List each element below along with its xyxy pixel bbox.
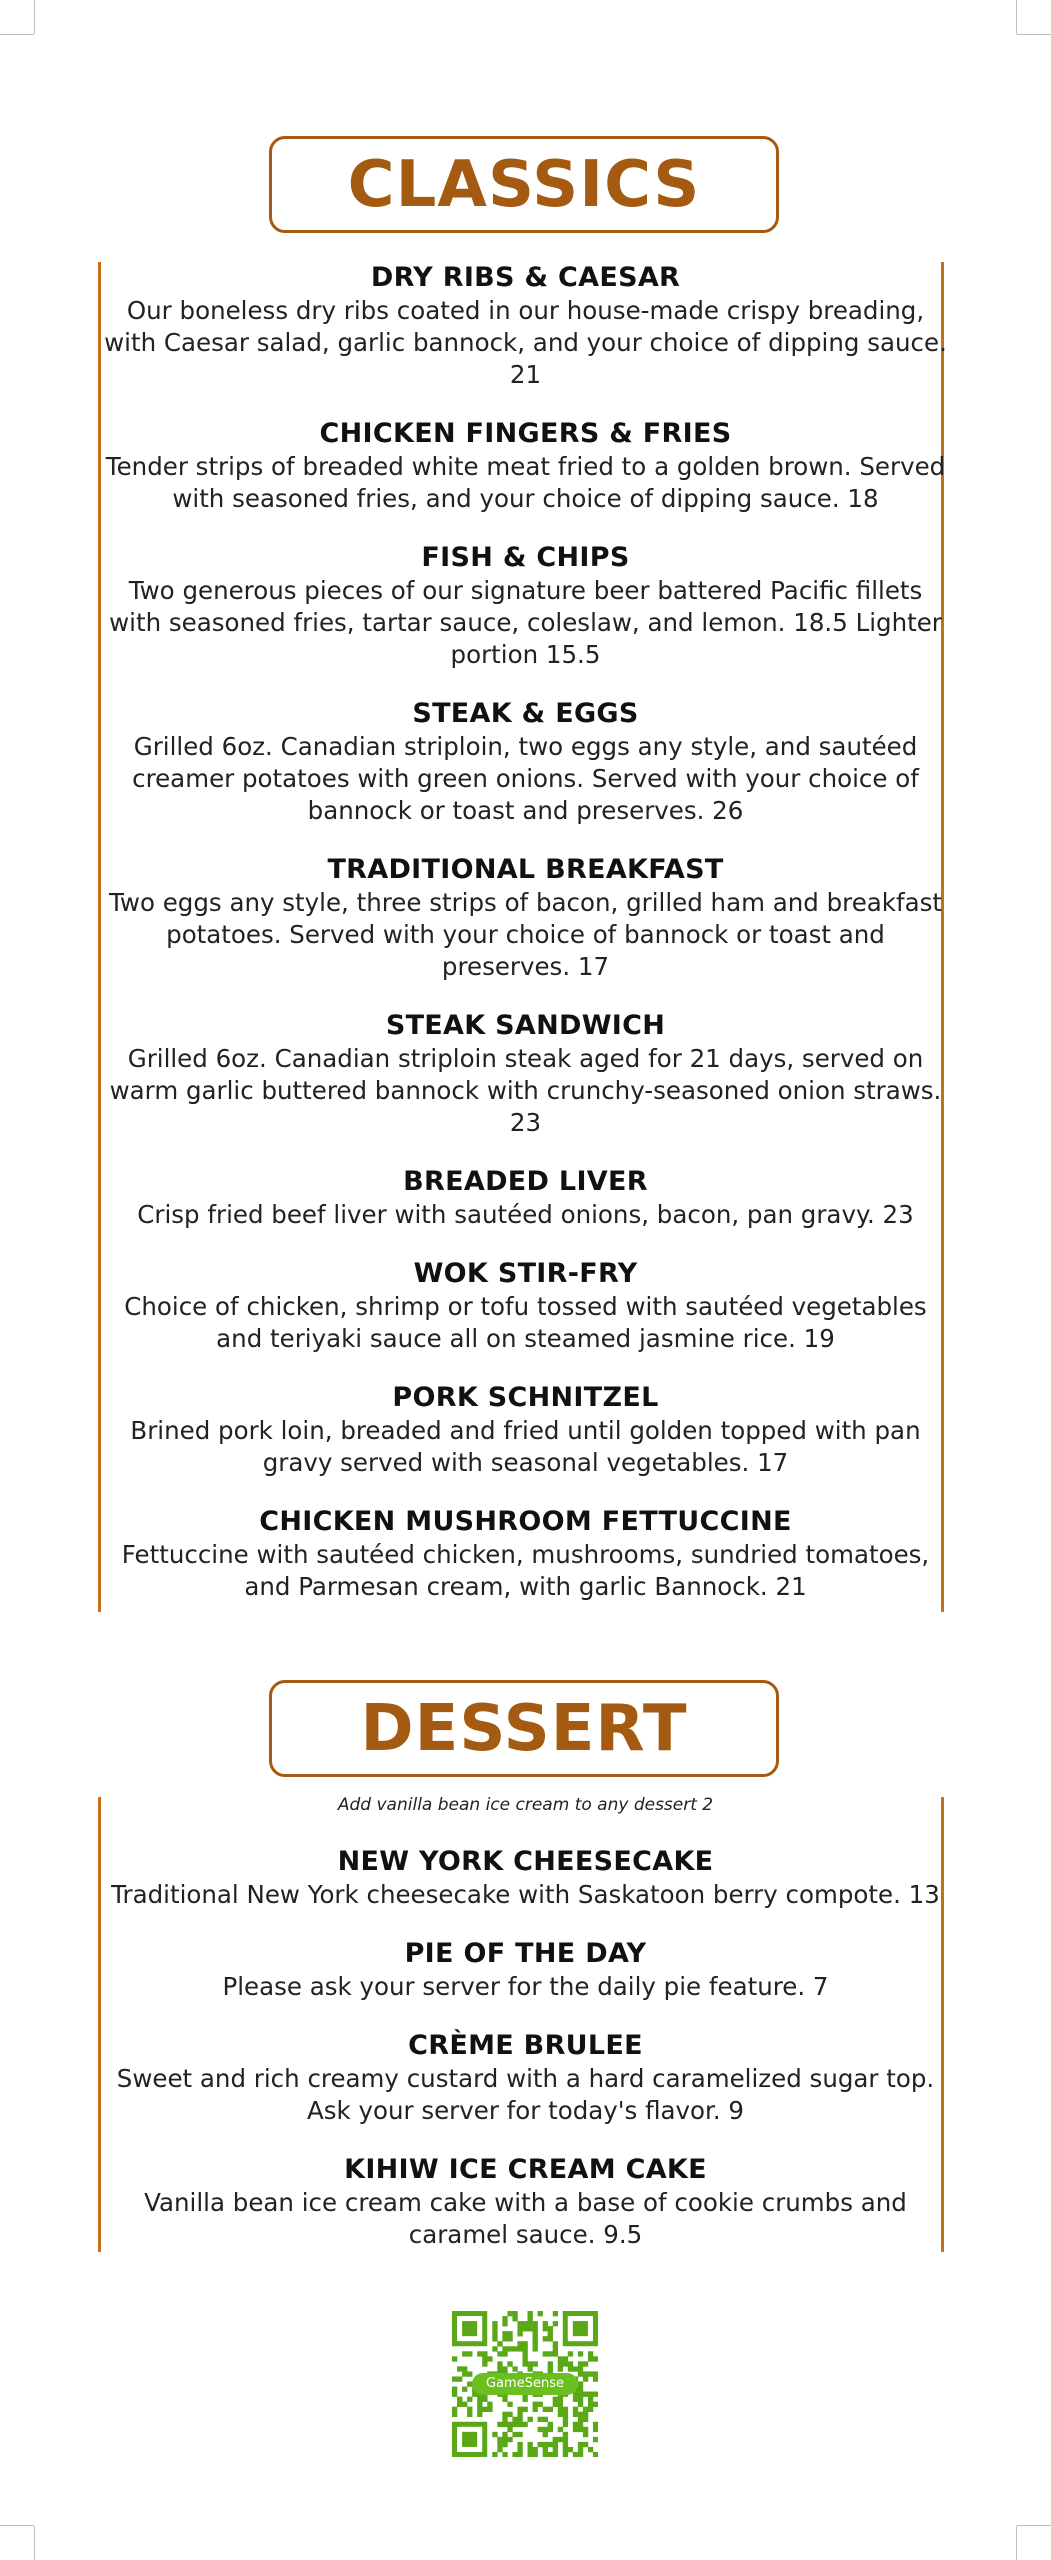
menu-item xyxy=(100,1166,951,1231)
crop-mark xyxy=(1017,2525,1051,2526)
menu-item xyxy=(100,854,951,983)
crop-mark xyxy=(34,2526,35,2560)
menu-item xyxy=(100,542,951,671)
menu-item-name: PORK SCHNITZEL xyxy=(392,1382,659,1413)
qr-badge: GameSense xyxy=(472,2373,578,2395)
menu-item xyxy=(100,262,951,391)
menu-item-name: BREADED LIVER xyxy=(403,1166,648,1197)
crop-mark xyxy=(1016,2526,1017,2560)
menu-item-description: Please ask your server for the daily pie feature. 7 xyxy=(222,1972,829,2001)
menu-item xyxy=(100,1506,951,1603)
classics-title: CLASSICS xyxy=(347,147,701,222)
menu-item-name: WOK STIR-FRY xyxy=(413,1258,638,1289)
dessert-title: DESSERT xyxy=(360,1691,688,1766)
menu-item xyxy=(100,2154,951,2251)
menu-item xyxy=(100,418,951,515)
menu-item xyxy=(100,1846,951,1911)
menu-item-name: TRADITIONAL BREAKFAST xyxy=(327,854,724,885)
menu-item-name: STEAK & EGGS xyxy=(412,698,639,729)
menu-item-description: Fettuccine with sautéed chicken, mushrooms, sundried tomatoes, and Parmesan cream, with garlic Bannock. 21 xyxy=(121,1540,930,1601)
menu-item-description: Grilled 6oz. Canadian striploin steak aged for 21 days, served on warm garlic buttered bannock with crunchy-seasoned onion straws. 23 xyxy=(109,1044,942,1137)
menu-item-description: Two eggs any style, three strips of bacon, grilled ham and breakfast potatoes. Served with your choice of bannock or toast and preserves. 17 xyxy=(109,888,942,981)
menu-item xyxy=(100,698,951,827)
crop-mark xyxy=(1017,34,1051,35)
menu-item-description: Sweet and rich creamy custard with a hard caramelized sugar top. Ask your server for today's flavor. 9 xyxy=(116,2064,935,2125)
classics-list xyxy=(100,262,951,1630)
menu-item-description: Choice of chicken, shrimp or tofu tossed with sautéed vegetables and teriyaki sauce all on steamed jasmine rice. 19 xyxy=(124,1292,927,1353)
crop-mark xyxy=(0,34,34,35)
menu-item-name: STEAK SANDWICH xyxy=(385,1010,666,1041)
menu-item xyxy=(100,1010,951,1139)
menu-item-name: NEW YORK CHEESECAKE xyxy=(337,1846,714,1877)
menu-item xyxy=(100,1382,951,1479)
menu-item-description: Grilled 6oz. Canadian striploin, two eggs any style, and sautéed creamer potatoes with green onions. Served with your choice of bannock or toast and preserves. 26 xyxy=(132,732,919,825)
dessert-note: Add vanilla bean ice cream to any dessert 2 xyxy=(337,1795,714,1815)
menu-item-name: PIE OF THE DAY xyxy=(404,1938,647,1969)
menu-item-name: CRÈME BRULEE xyxy=(408,2030,643,2061)
qr-code[interactable] xyxy=(452,2311,598,2457)
dessert-list xyxy=(100,1846,951,2278)
menu-item-description: Crisp fried beef liver with sautéed onions, bacon, pan gravy. 23 xyxy=(137,1200,914,1229)
menu-item-name: KIHIW ICE CREAM CAKE xyxy=(344,2154,707,2185)
crop-mark xyxy=(34,0,35,34)
menu-item-name: FISH & CHIPS xyxy=(421,542,630,573)
menu-item-description: Our boneless dry ribs coated in our house-made crispy breading, with Caesar salad, garlic bannock, and your choice of dipping sauce. 21 xyxy=(104,296,947,389)
classics-header-box xyxy=(269,136,779,233)
crop-mark xyxy=(1016,0,1017,34)
menu-item-description: Tender strips of breaded white meat fried to a golden brown. Served with seasoned fries, and your choice of dipping sauce. 18 xyxy=(105,452,946,513)
menu-item-description: Two generous pieces of our signature beer battered Pacific fillets with seasoned fries, tartar sauce, coleslaw, and lemon. 18.5 Lighter portion 15.5 xyxy=(109,576,942,669)
menu-item xyxy=(100,1258,951,1355)
crop-mark xyxy=(0,2525,34,2526)
menu-item-name: CHICKEN FINGERS & FRIES xyxy=(319,418,732,449)
menu-item-name: DRY RIBS & CAESAR xyxy=(370,262,681,293)
dessert-header-box xyxy=(269,1680,779,1777)
menu-item-description: Traditional New York cheesecake with Saskatoon berry compote. 13 xyxy=(111,1880,940,1909)
menu-item-description: Brined pork loin, breaded and fried until golden topped with pan gravy served with seasonal vegetables. 17 xyxy=(130,1416,921,1477)
menu-item xyxy=(100,1938,951,2003)
menu-item-description: Vanilla bean ice cream cake with a base of cookie crumbs and caramel sauce. 9.5 xyxy=(144,2188,907,2249)
menu-item xyxy=(100,2030,951,2127)
menu-item-name: CHICKEN MUSHROOM FETTUCCINE xyxy=(259,1506,792,1537)
